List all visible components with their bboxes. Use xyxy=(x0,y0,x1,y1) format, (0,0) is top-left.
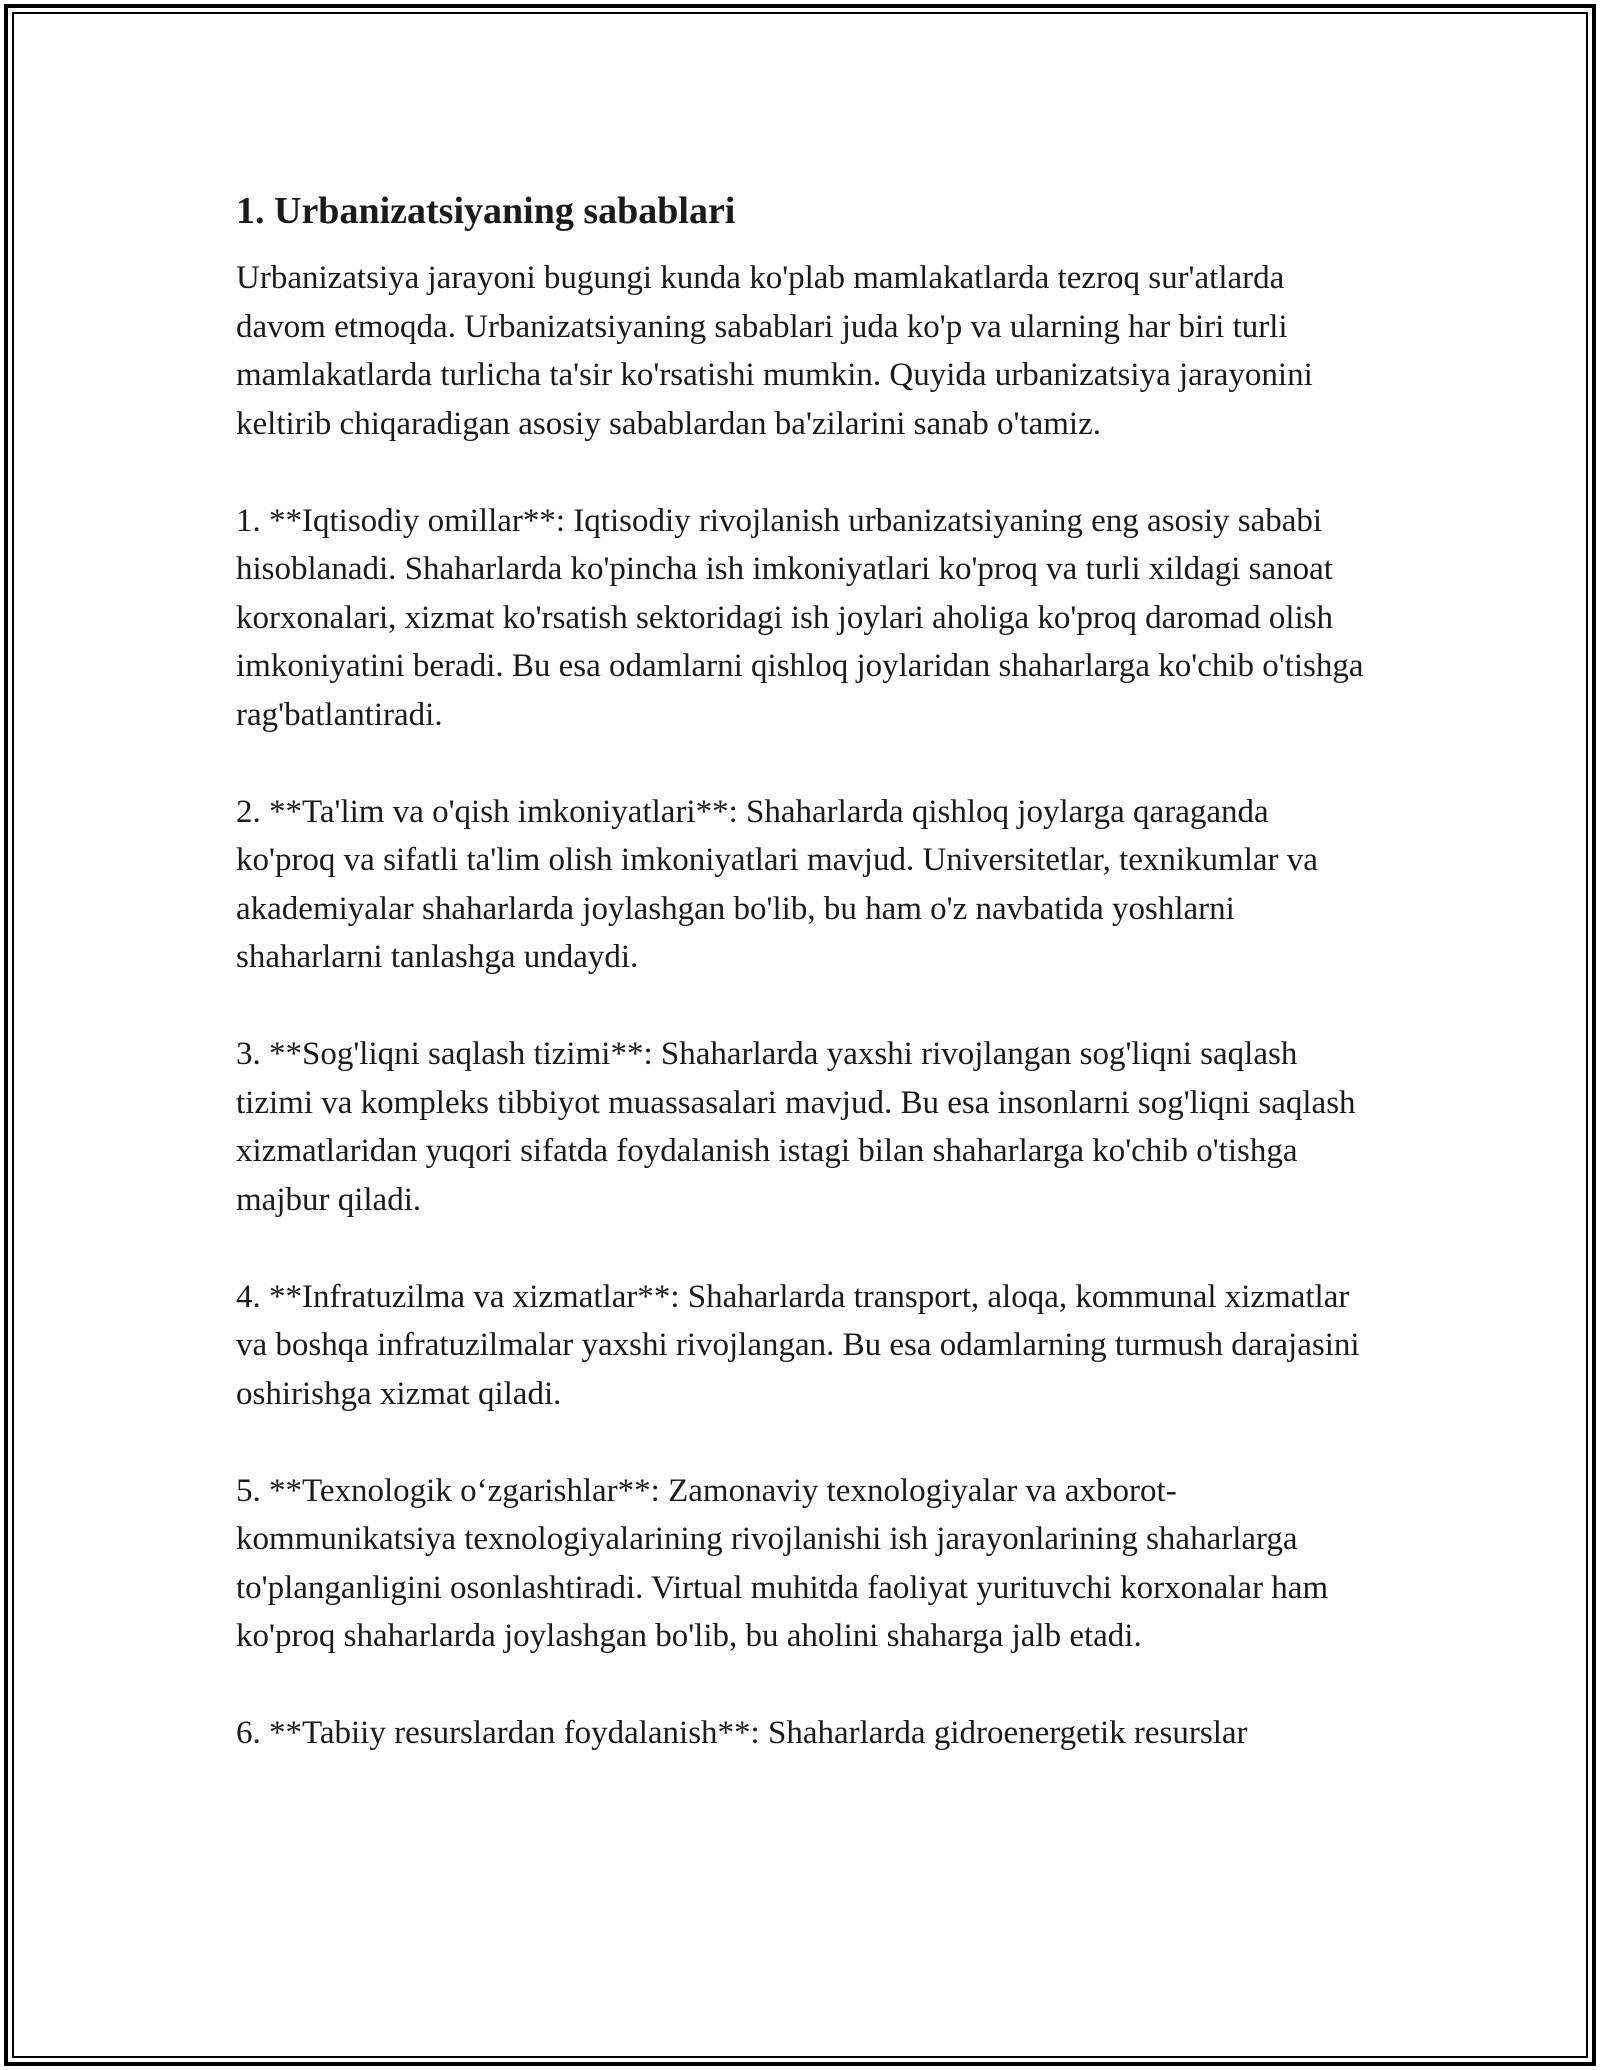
list-item-economic-factors: 1. **Iqtisodiy omillar**: Iqtisodiy rivojlanish urbanizatsiyaning eng asosiy sababi hisoblanadi. Shaharlarda ko'pincha ish imkoniyatlari ko'proq va turli xildagi sanoat korxonalari, xizmat ko'rsatish sektoridagi ish joylari aholiga ko'proq daromad olish imkoniyatini beradi. Bu esa odamlarni qishloq joylaridan shaharlarga ko'chib o'tishga rag'batlantiradi. xyxy=(236,502,1364,733)
list-item-education: 2. **Ta'lim va o'qish imkoniyatlari**: Shaharlarda qishloq joylarga qaraganda ko'proq va sifatli ta'lim olish imkoniyatlari mavjud. Universitetlar, texnikumlar va akademiyalar shaharlarda joylashgan bo'lib, bu ham o'z navbatida yoshlarni shaharlarni tanlashga undaydi. xyxy=(236,793,1318,975)
section-heading: 1. Urbanizatsiyaning sabablari xyxy=(236,190,736,232)
intro-paragraph: Urbanizatsiya jarayoni bugungi kunda ko'plab mamlakatlarda tezroq sur'atlarda davom etmoqda. Urbanizatsiyaning sabablari juda ko'p va ularning har biri turli mamlakatlarda turlicha ta'sir ko'rsatishi mumkin. Quyida urbanizatsiya jarayonini keltirib chiqaradigan asosiy sabablardan ba'zilarini sanab o'tamiz. xyxy=(236,260,1313,442)
document-body xyxy=(236,186,1376,1758)
list-item-technology: 5. **Texnologik o‘zgarishlar**: Zamonaviy texnologiyalar va axborot-kommunikatsiya texnologiyalarining rivojlanishi ish jarayonlarining shaharlarga to'planganligini osonlashtiradi. Virtual muhitda faoliyat yurituvchi korxonalar ham ko'proq shaharlarda joylashgan bo'lib, bu aholini shaharga jalb etadi. xyxy=(236,1472,1329,1654)
list-item-infrastructure: 4. **Infratuzilma va xizmatlar**: Shaharlarda transport, aloqa, kommunal xizmatlar va boshqa infratuzilmalar yaxshi rivojlangan. Bu esa odamlarning turmush darajasini oshirishga xizmat qiladi. xyxy=(236,1278,1360,1412)
list-item-natural-resources: 6. **Tabiiy resurslardan foydalanish**: Shaharlarda gidroenergetik resurslar xyxy=(236,1715,1248,1751)
list-item-healthcare: 3. **Sog'liqni saqlash tizimi**: Shaharlarda yaxshi rivojlangan sog'liqni saqlash tizimi va kompleks tibbiyot muassasalari mavjud. Bu esa insonlarni sog'liqni saqlash xizmatlaridan yuqori sifatda foydalanish istagi bilan shaharlarga ko'chib o'tishga majbur qiladi. xyxy=(236,1036,1356,1218)
